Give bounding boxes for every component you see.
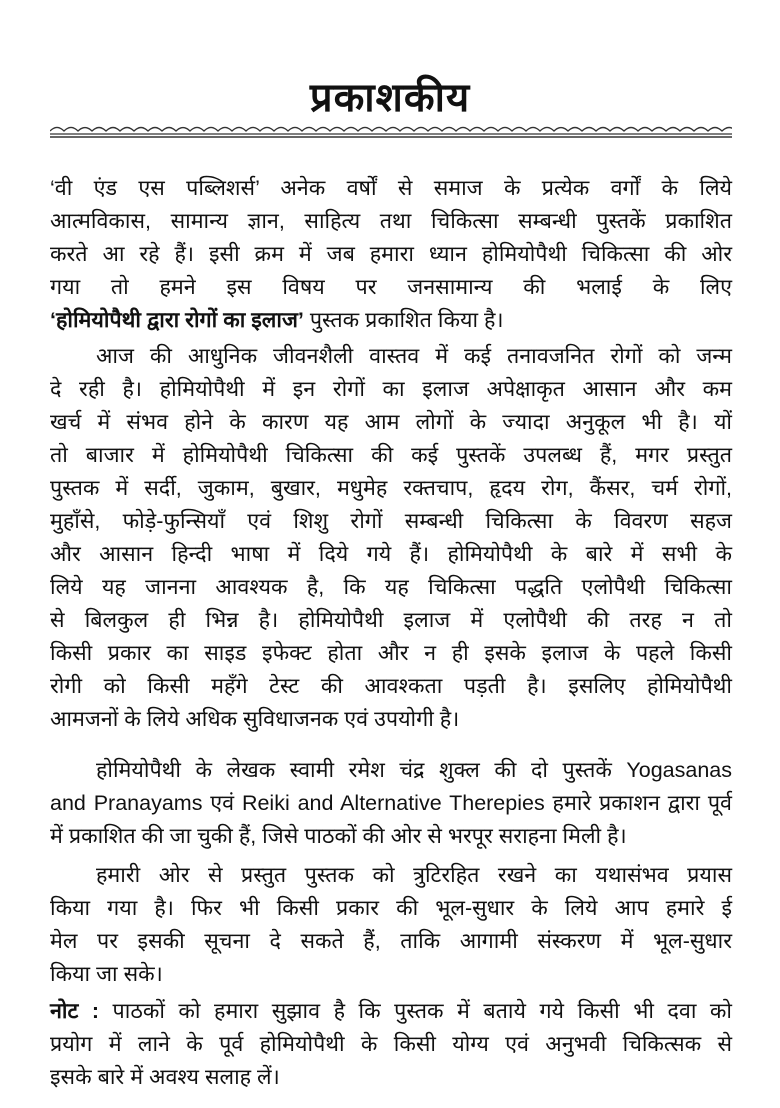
text-line: हमारी ओर से प्रस्तुत पुस्तक को त्रुटिरहित रखने का यथासंभव प्रयास [96,863,732,887]
text-line: ‘वी एंड एस पब्लिशर्स’ अनेक वर्षों से समाज के प्रत्येक वर्गों के लिये [50,176,732,200]
document-body [50,172,732,1094]
paragraph [50,995,732,1094]
paragraph [50,859,732,991]
paragraph [50,754,732,853]
page-title: प्रकाशकीय [309,76,471,120]
paragraph [50,340,732,736]
text-line [50,304,732,337]
paragraph [50,172,732,337]
text-line: मुहाँसे, फोड़े-फुन्सियाँ एवं शिशु रोगों सम्बन्धी चिकित्सा के विवरण सहज [50,509,732,533]
text-line [50,995,732,1028]
text-line: आमजनों के लिये अधिक सुविधाजनक एवं उपयोगी है। [50,707,460,731]
text-line: में प्रकाशित की जा चुकी हैं, जिसे पाठकों की ओर से भरपूर सराहना मिली है। [50,824,627,848]
text-line: रोगी को किसी महँगे टेस्ट की आवश्कता पड़ती है। इसलिए होमियोपैथी [50,674,732,698]
text-line: से बिलकुल ही भिन्न है। होमियोपैथी इलाज में एलोपैथी की तरह न तो [50,608,732,632]
text-line: तो बाजार में होमियोपैथी चिकित्सा की कई पुस्तकें उपलब्ध हैं, मगर प्रस्तुत [50,443,732,467]
text-line: प्रयोग में लाने के पूर्व होमियोपैथी के किसी योग्य एवं अनुभवी चिकित्सक से [50,1032,732,1056]
text-line: आत्मविकास, सामान्य ज्ञान, साहित्य तथा चिकित्सा सम्बन्धी पुस्तकें प्रकाशित [50,209,732,233]
text-line: and Pranayams एवं Reiki and Alternative Therepies हमारे प्रकाशन द्वारा पूर्व [50,791,732,815]
text-line: पुस्तक में सर्दी, जुकाम, बुखार, मधुमेह रक्तचाप, हृदय रोग, कैंसर, चर्म रोगों, [50,476,732,500]
text-line: खर्च में संभव होने के कारण यह आम लोगों के ज्यादा अनुकूल भी है। यों [50,410,732,434]
wavy-divider [50,122,732,140]
text-line: होमियोपैथी के लेखक स्वामी रमेश चंद्र शुक्ल की दो पुस्तकें Yogasanas [96,758,732,782]
text-line: गया तो हमने इस विषय पर जनसामान्य की भलाई के लिए [50,275,732,299]
text-line: और आसान हिन्दी भाषा में दिये गये हैं। होमियोपैथी के बारे में सभी के [50,542,732,566]
text-line: इसके बारे में अवश्य सलाह लें। [50,1065,280,1089]
text-segment: पुस्तक प्रकाशित किया है। [303,308,504,332]
bold-text: ‘होमियोपैथी द्वारा रोगों का इलाज’ [50,308,304,332]
text-line: किया जा सके। [50,962,163,986]
text-line: लिये यह जानना आवश्यक है, कि यह चिकित्सा पद्धति एलोपैथी चिकित्सा [50,575,732,599]
text-line: किसी प्रकार का साइड इफेक्ट होता और न ही इसके इलाज के पहले किसी [50,641,732,665]
text-line: मेल पर इसकी सूचना दे सकते हैं, ताकि आगामी संस्करण में भूल-सुधार [50,929,732,953]
text-line: किया गया है। फिर भी किसी प्रकार की भूल-सुधार के लिये आप हमारे ई [50,896,732,920]
text-line: करते आ रहे हैं। इसी क्रम में जब हमारा ध्यान होमियोपैथी चिकित्सा की ओर [50,242,732,266]
bold-text: नोट : [50,999,100,1023]
text-segment: पाठकों को हमारा सुझाव है कि पुस्तक में बताये गये किसी भी दवा को [99,999,732,1023]
text-line: आज की आधुनिक जीवनशैली वास्तव में कई तनावजनित रोगों को जन्म [96,344,732,368]
text-line: दे रही है। होमियोपैथी में इन रोगों का इलाज अपेक्षाकृत आसान और कम [50,377,732,401]
